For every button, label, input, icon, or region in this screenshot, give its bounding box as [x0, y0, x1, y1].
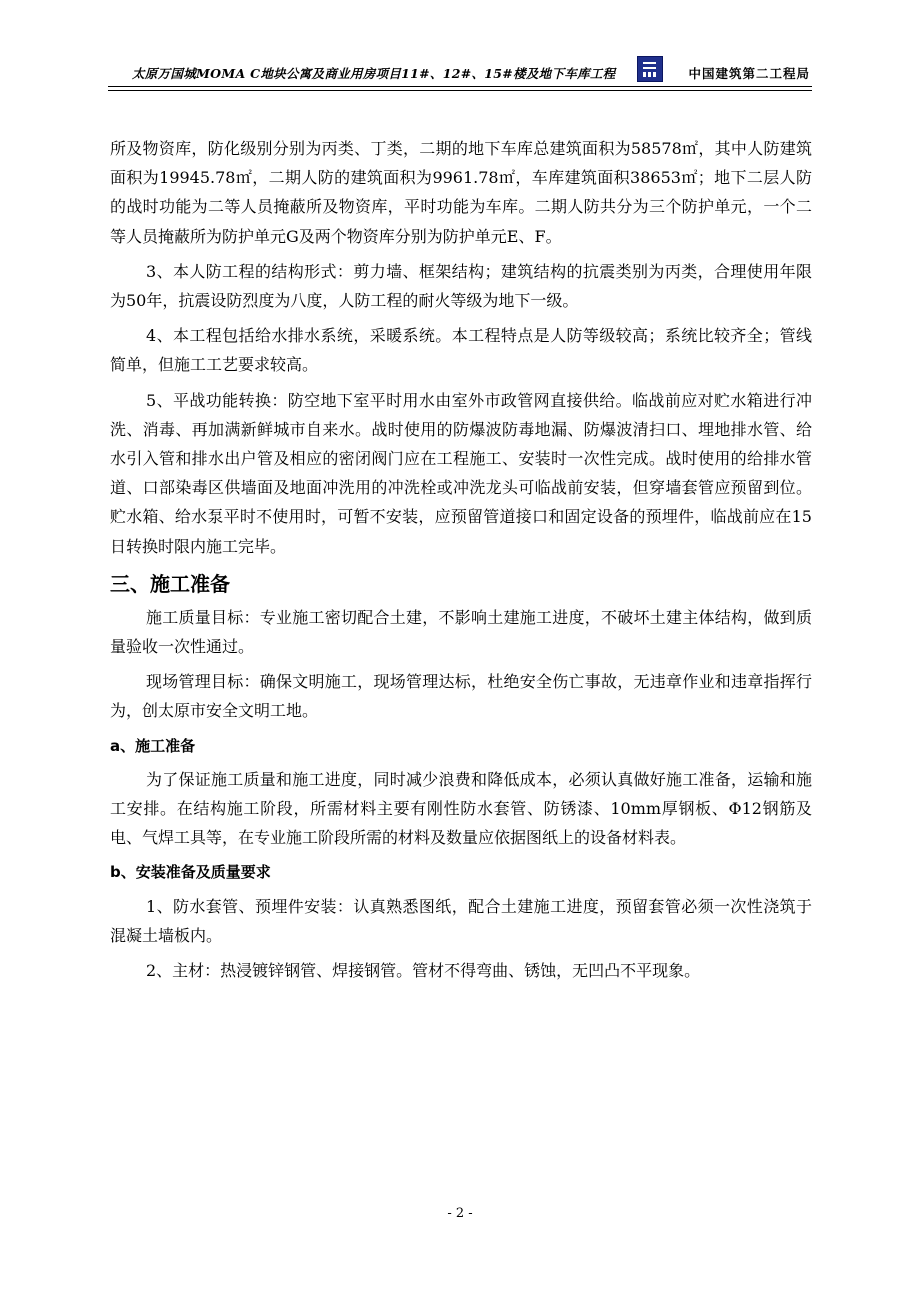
section-heading-preparation: 三、施工准备	[110, 571, 230, 596]
header-rule-thin	[108, 90, 812, 91]
company-logo-icon	[637, 56, 663, 82]
header-rule-thick	[108, 86, 812, 87]
page-header	[108, 54, 812, 90]
paragraph-quality-goal: 施工质量目标：专业施工密切配合土建，不影响土建施工进度，不破坏土建主体结构，做到质量验收一次性通过。	[110, 607, 812, 657]
paragraph-site-goal: 现场管理目标：确保文明施工，现场管理达标，杜绝安全伤亡事故，无违章作业和违章指挥行为，创太原市安全文明工地。	[110, 672, 812, 721]
paragraph-materials: 为了保证施工质量和施工进度，同时减少浪费和降低成本，必须认真做好施工准备，运输和施工安排。在结构施工阶段，所需材料主要有刚性防水套管、防锈漆、10mm厚钢板、Φ12钢筋及电、气焊工具等，在专业施工阶段所需的材料及数量应依据图纸上的设备材料表。	[110, 769, 812, 848]
paragraph-structure: 3、本人防工程的结构形式：剪力墙、框架结构；建筑结构的抗震类别为丙类，合理使用年限为50年，抗震设防烈度为八度，人防工程的耐火等级为地下一级。	[110, 261, 812, 311]
header-company-name: 中国建筑第二工程局	[688, 66, 810, 81]
page-number: - 2 -	[447, 1206, 473, 1221]
paragraph-sleeves: 1、防水套管、预埋件安装：认真熟悉图纸，配合土建施工进度，预留套管必须一次性浇筑于混凝土墙板内。	[110, 896, 812, 945]
header-project-title: 太原万国城MOMA C地块公寓及商业用房项目11#、12#、15#楼及地下车库工程	[132, 66, 616, 81]
paragraph-continued: 所及物资库，防化级别分别为丙类、丁类，二期的地下车库总建筑面积为58578㎡，其中人防建筑面积为19945.78㎡，二期人防的建筑面积为9961.78㎡，车库建筑面积38653㎡；地下二层人防的战时功能为二等人员掩蔽所及物资库，平时功能为车库。二期人防共分为三个防护单元，一个二等人员掩蔽所为防护单元G及两个物资库分别为防护单元E、F。	[110, 139, 812, 246]
paragraph-conversion: 5、平战功能转换：防空地下室平时用水由室外市政管网直接供给。临战前应对贮水箱进行冲洗、消毒、再加满新鲜城市自来水。战时使用的防爆波防毒地漏、防爆波清扫口、埋地排水管、给水引入管和排水出户管及相应的密闭阀门应在工程施工、安装时一次性完成。战时使用的给排水管道、口部染毒区供墙面及地面冲洗用的冲洗栓或冲洗龙头可临战前安装，但穿墙套管应预留到位。贮水箱、给水泵平时不使用时，可暂不安装，应预留管道接口和固定设备的预埋件，临战前应在15日转换时限内施工完毕。	[110, 390, 812, 556]
document-body	[110, 134, 812, 985]
paragraph-systems: 4、本工程包括给水排水系统，采暖系统。本工程特点是人防等级较高；系统比较齐全；管线简单，但施工工艺要求较高。	[110, 326, 812, 375]
subheading-b: b、安装准备及质量要求	[110, 863, 271, 882]
subheading-a: a、施工准备	[110, 736, 196, 755]
paragraph-main-materials: 2、主材：热浸镀锌钢管、焊接钢管。管材不得弯曲、锈蚀，无凹凸不平现象。	[146, 961, 701, 981]
